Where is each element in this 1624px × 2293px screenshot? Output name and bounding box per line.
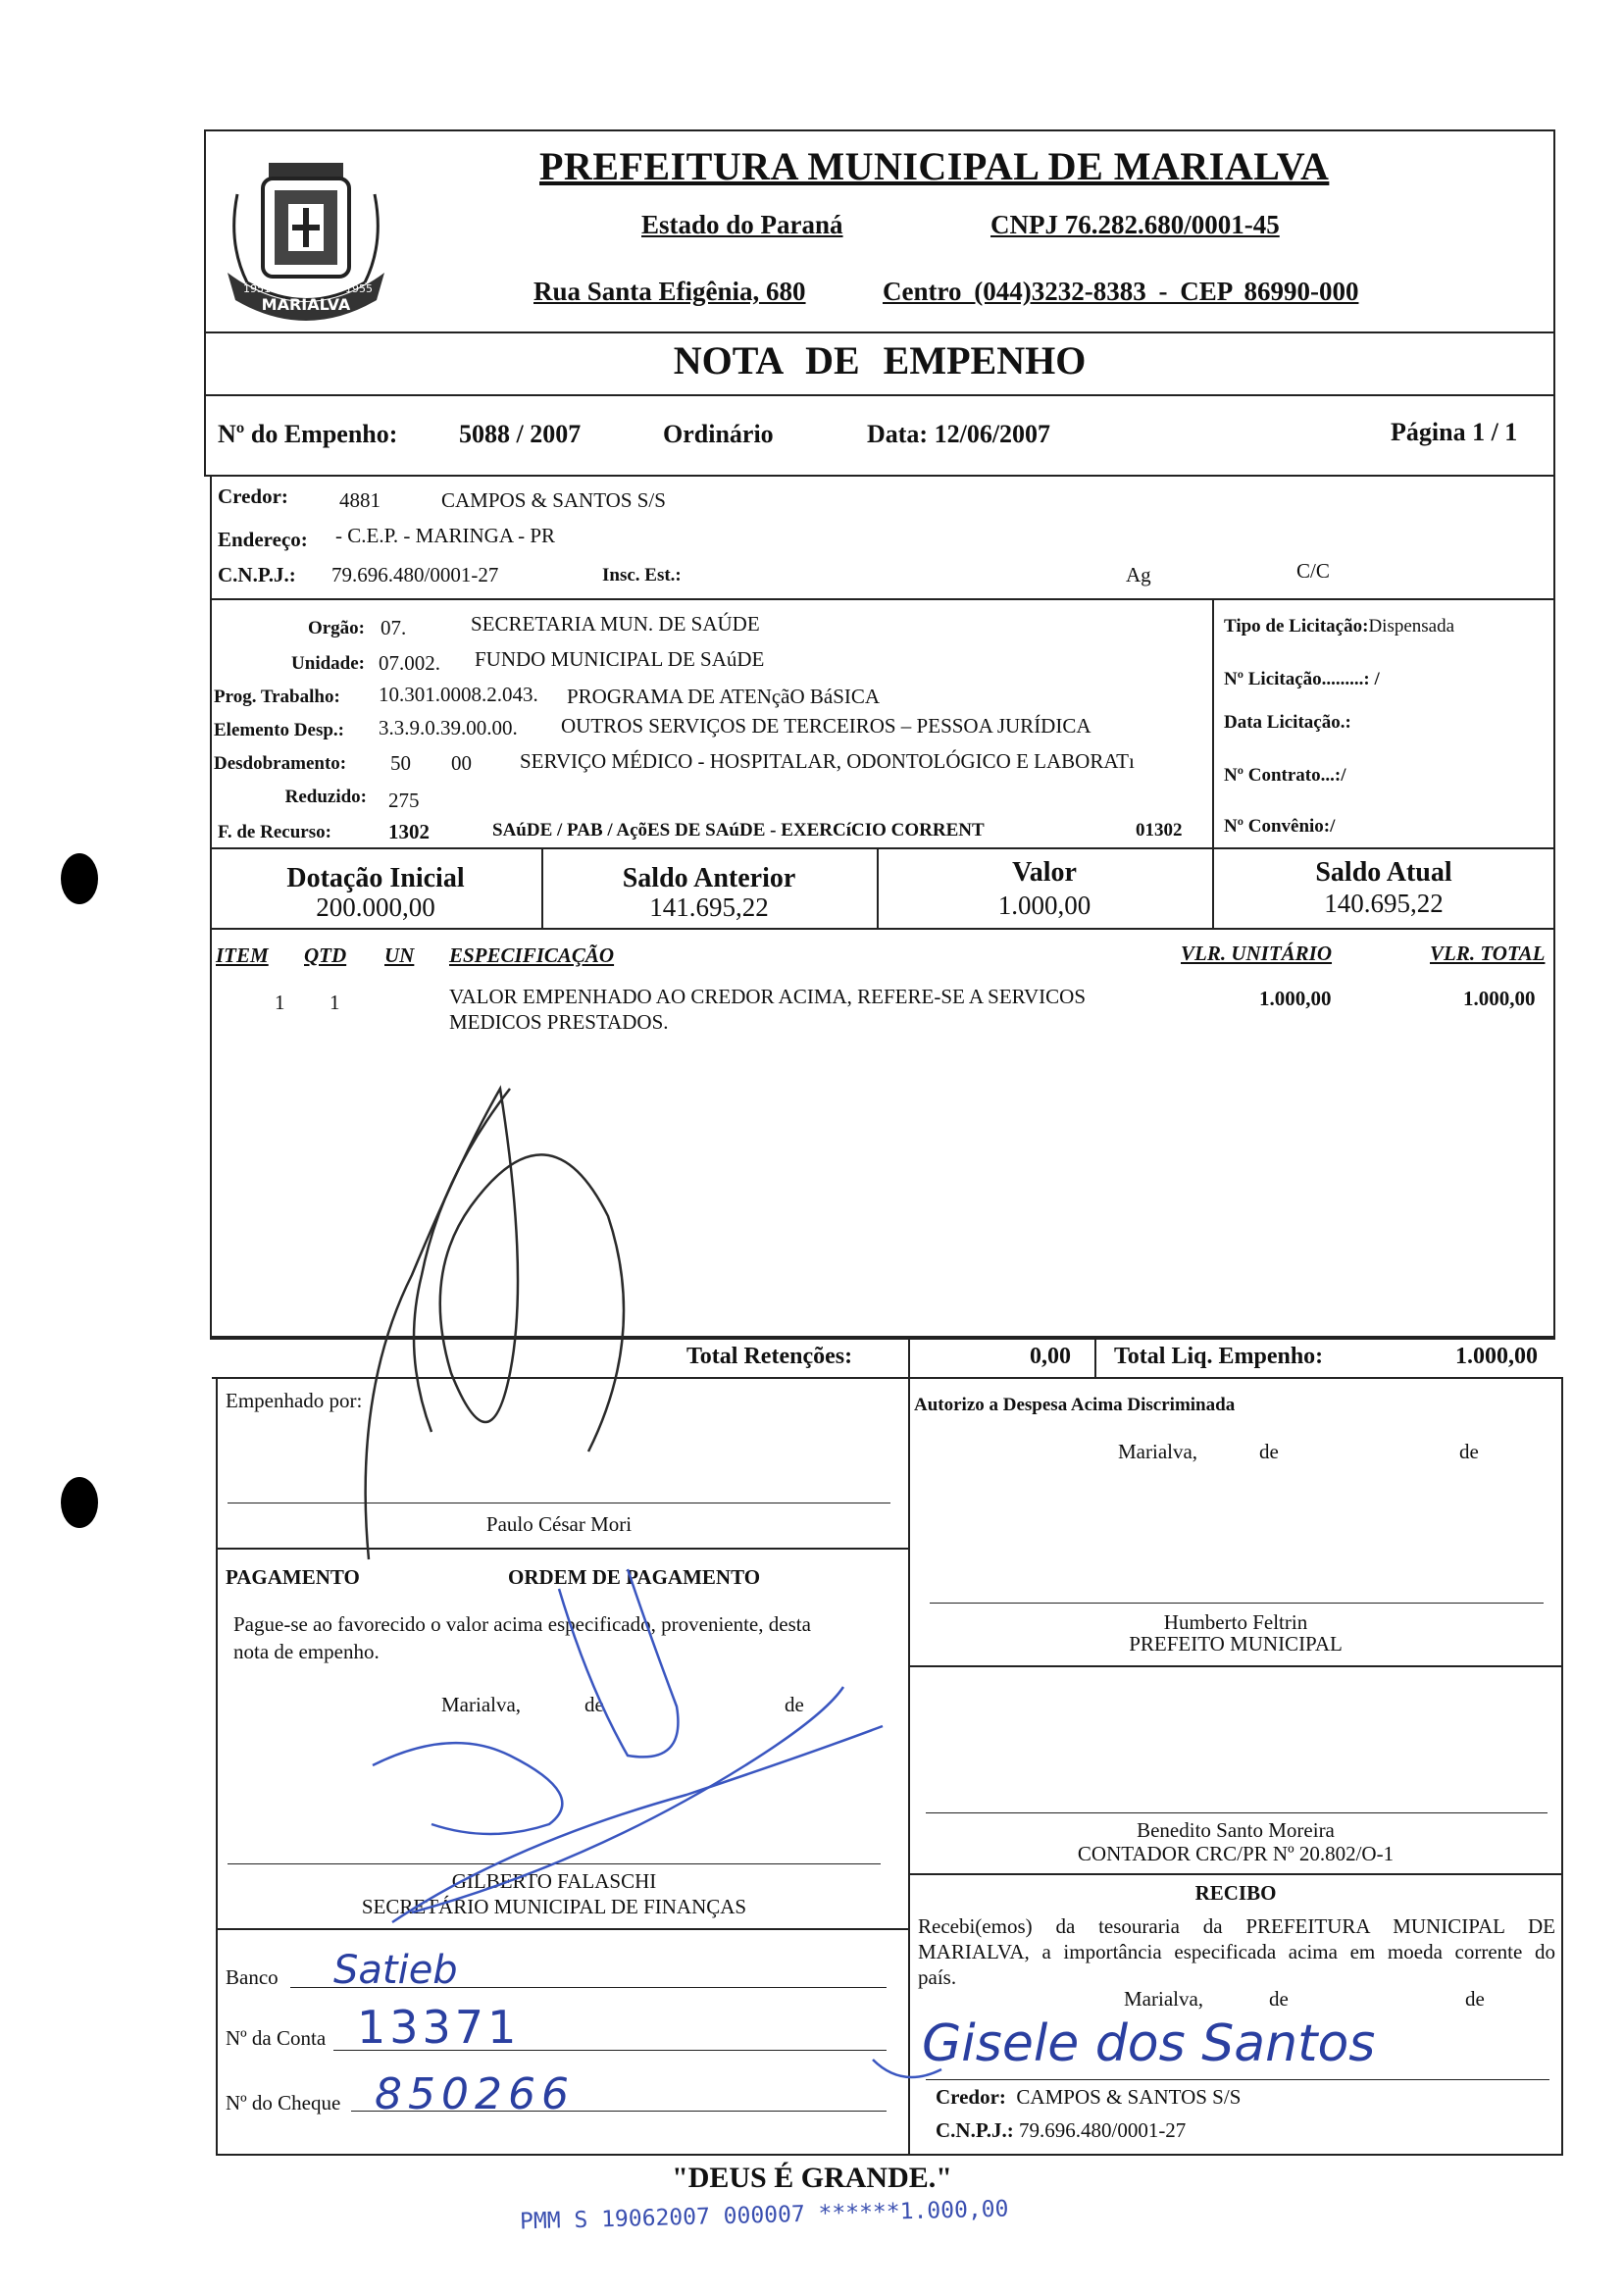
punch-hole-top xyxy=(61,853,98,904)
pagamento-text-line2: nota de empenho. xyxy=(233,1640,380,1663)
ordem-pagamento-label: ORDEM DE PAGAMENTO xyxy=(508,1565,761,1589)
liquido-label: Total Liq. Empenho: xyxy=(1114,1344,1324,1369)
pagamento-text-line1: Pague-se ao favorecido o valor acima especificado, proveniente, desta xyxy=(233,1612,811,1636)
credor-label: Credor: xyxy=(218,484,288,508)
col-un: UN xyxy=(384,943,415,967)
empenho-date: Data: 12/06/2007 xyxy=(867,420,1051,448)
pagamento-de2: de xyxy=(785,1693,804,1716)
empenho-number: 5088 / 2007 xyxy=(459,420,582,448)
recurso-name: SAúDE / PAB / AçõES DE SAúDE - EXERCíCIO CORRENT xyxy=(492,820,985,841)
footer-motto: "DEUS É GRANDE." xyxy=(672,2162,952,2194)
crest-year-right: 1955 xyxy=(345,282,373,295)
prog-code: 10.301.0008.2.043. xyxy=(379,683,538,706)
org-cnpj: CNPJ 76.282.680/0001-45 xyxy=(990,210,1280,239)
desdobramento-a: 50 xyxy=(390,751,411,775)
crest-icon xyxy=(208,135,404,331)
banco-label: Banco xyxy=(226,1965,279,1989)
recibo-de2: de xyxy=(1465,1987,1485,2011)
empenhado-label: Empenhado por: xyxy=(226,1389,363,1412)
atual-label: Saldo Atual xyxy=(1315,857,1452,888)
recibo-text-line2: MARIALVA, a importância especificada acima em moeda corrente do xyxy=(918,1940,1555,1963)
dotacao-value: 200.000,00 xyxy=(316,892,435,922)
dotacao-label: Dotação Inicial xyxy=(286,863,465,893)
recibo-signature: Gisele dos Santos xyxy=(922,2014,1376,2073)
col-vlr-unitario: VLR. UNITÁRIO xyxy=(1181,942,1333,965)
recibo-cnpj: C.N.P.J.: 79.696.480/0001-27 xyxy=(936,2118,1187,2142)
prog-name: PROGRAMA DE ATENçãO BáSICA xyxy=(567,685,881,708)
credor-address-label: Endereço: xyxy=(218,528,308,551)
anterior-value: 141.695,22 xyxy=(649,892,769,922)
recibo-text-line1: Recebi(emos) da tesouraria da PREFEITURA MUNICIPAL DE xyxy=(918,1914,1555,1938)
crest-year-left: 1951 xyxy=(243,282,271,295)
credor-insc-label: Insc. Est.: xyxy=(602,565,682,586)
secretario-title: SECRETÁRIO MUNICIPAL DE FINANÇAS xyxy=(361,1895,747,1918)
contador-name: Benedito Santo Moreira xyxy=(1137,1818,1335,1842)
recibo-title: RECIBO xyxy=(1194,1881,1277,1905)
org-address: Rua Santa Efigênia, 680 xyxy=(533,277,806,306)
conta-handwritten: 13371 xyxy=(357,2001,521,2054)
licitacao-tipo: Tipo de Licitação:Dispensada xyxy=(1224,616,1455,637)
licitacao-data: Data Licitação.: xyxy=(1224,712,1351,733)
autorizo-de2: de xyxy=(1459,1440,1479,1463)
valor-value: 1.000,00 xyxy=(997,891,1091,920)
col-qtd: QTD xyxy=(304,943,347,967)
punch-hole-bottom xyxy=(61,1477,98,1528)
empenhado-name: Paulo César Mori xyxy=(485,1512,633,1536)
unidade-label: Unidade: xyxy=(291,653,365,674)
empenho-type: Ordinário xyxy=(663,420,774,448)
unidade-code: 07.002. xyxy=(379,651,440,675)
recibo-de1: de xyxy=(1269,1987,1289,2011)
desdobramento-label: Desdobramento: xyxy=(214,753,347,774)
reduzido-value: 275 xyxy=(388,789,420,812)
elemento-code: 3.3.9.0.39.00.00. xyxy=(379,716,518,739)
atual-value: 140.695,22 xyxy=(1324,889,1444,918)
banco-handwritten: Satieb xyxy=(333,1948,458,1993)
org-title: PREFEITURA MUNICIPAL DE MARIALVA xyxy=(539,144,1330,188)
licitacao-convenio: Nº Convênio:/ xyxy=(1224,816,1336,837)
licitacao-contrato: Nº Contrato...:/ xyxy=(1224,765,1346,786)
conta-label: Nº da Conta xyxy=(226,2026,327,2050)
prefeito-title: PREFEITO MUNICIPAL xyxy=(1129,1632,1343,1656)
recurso-ref: 01302 xyxy=(1136,820,1183,841)
cheque-handwritten: 850266 xyxy=(375,2069,575,2119)
credor-code: 4881 xyxy=(339,488,381,512)
pagamento-place: Marialva, xyxy=(441,1693,522,1716)
orgao-name: SECRETARIA MUN. DE SAÚDE xyxy=(471,612,760,636)
credor-cc-label: C/C xyxy=(1296,559,1330,583)
recibo-credor: Credor: CAMPOS & SANTOS S/S xyxy=(936,2085,1242,2109)
elemento-label: Elemento Desp.: xyxy=(214,720,344,740)
retencoes-label: Total Retenções: xyxy=(686,1344,853,1369)
row-item: 1 xyxy=(275,991,285,1014)
autorizo-label: Autorizo a Despesa Acima Discriminada xyxy=(914,1395,1236,1415)
liquido-value: 1.000,00 xyxy=(1455,1344,1538,1369)
secretario-name: GILBERTO FALASCHI xyxy=(451,1869,657,1893)
credor-name: CAMPOS & SANTOS S/S xyxy=(441,488,666,512)
recurso-label: F. de Recurso: xyxy=(218,822,331,842)
prog-label: Prog. Trabalho: xyxy=(214,687,340,707)
col-vlr-total: VLR. TOTAL xyxy=(1430,942,1546,965)
credor-ag-label: Ag xyxy=(1126,563,1151,586)
prefeito-name: Humberto Feltrin xyxy=(1163,1610,1308,1634)
footer-stamp: PMM S 19062007 000007 ******1.000,00 xyxy=(519,2196,1009,2235)
reduzido-label: Reduzido: xyxy=(284,787,367,807)
recibo-text-line3: país. xyxy=(918,1965,957,1989)
anterior-label: Saldo Anterior xyxy=(622,863,796,893)
recibo-place: Marialva, xyxy=(1124,1987,1204,2011)
credor-cnpj: 79.696.480/0001-27 xyxy=(331,563,499,586)
licitacao-numero: Nº Licitação.........: / xyxy=(1224,669,1380,689)
desdobramento-b: 00 xyxy=(451,751,472,775)
pagamento-de1: de xyxy=(584,1693,604,1716)
row-esp-line2: MEDICOS PRESTADOS. xyxy=(449,1010,669,1034)
org-state: Estado do Paraná xyxy=(641,210,843,239)
row-unit: 1.000,00 xyxy=(1259,987,1332,1010)
row-total: 1.000,00 xyxy=(1463,987,1536,1010)
orgao-code: 07. xyxy=(381,616,407,639)
row-qtd: 1 xyxy=(330,991,340,1014)
recurso-code: 1302 xyxy=(388,820,430,843)
col-item: ITEM xyxy=(216,943,269,967)
cheque-label: Nº do Cheque xyxy=(226,2091,341,2115)
org-address-rest: Centro (044)3232-8383 - CEP 86990-000 xyxy=(883,277,1359,306)
autorizo-de1: de xyxy=(1259,1440,1279,1463)
doc-title: NOTA DE EMPENHO xyxy=(673,338,1087,382)
elemento-name: OUTROS SERVIÇOS DE TERCEIROS – PESSOA JURÍDICA xyxy=(561,714,1091,738)
valor-label: Valor xyxy=(1012,857,1077,888)
retencoes-value: 0,00 xyxy=(1030,1344,1071,1369)
contador-title: CONTADOR CRC/PR Nº 20.802/O-1 xyxy=(1077,1842,1395,1865)
pagamento-label: PAGAMENTO xyxy=(226,1565,360,1589)
desdobramento-name: SERVIÇO MÉDICO - HOSPITALAR, ODONTOLÓGICO E LABORATı xyxy=(520,749,1135,773)
empenho-label: Nº do Empenho: xyxy=(218,420,398,448)
crest-text: MARIALVA xyxy=(261,295,351,314)
col-especificacao: ESPECIFICAÇÃO xyxy=(449,943,615,967)
autorizo-place: Marialva, xyxy=(1118,1440,1198,1463)
credor-cnpj-label: C.N.P.J.: xyxy=(218,563,296,586)
unidade-name: FUNDO MUNICIPAL DE SAúDE xyxy=(475,647,765,671)
row-esp-line1: VALOR EMPENHADO AO CREDOR ACIMA, REFERE-SE A SERVICOS xyxy=(449,985,1087,1008)
orgao-label: Orgão: xyxy=(307,618,365,638)
credor-address: - C.E.P. - MARINGA - PR xyxy=(335,524,556,547)
empenho-page: Página 1 / 1 xyxy=(1391,418,1518,446)
